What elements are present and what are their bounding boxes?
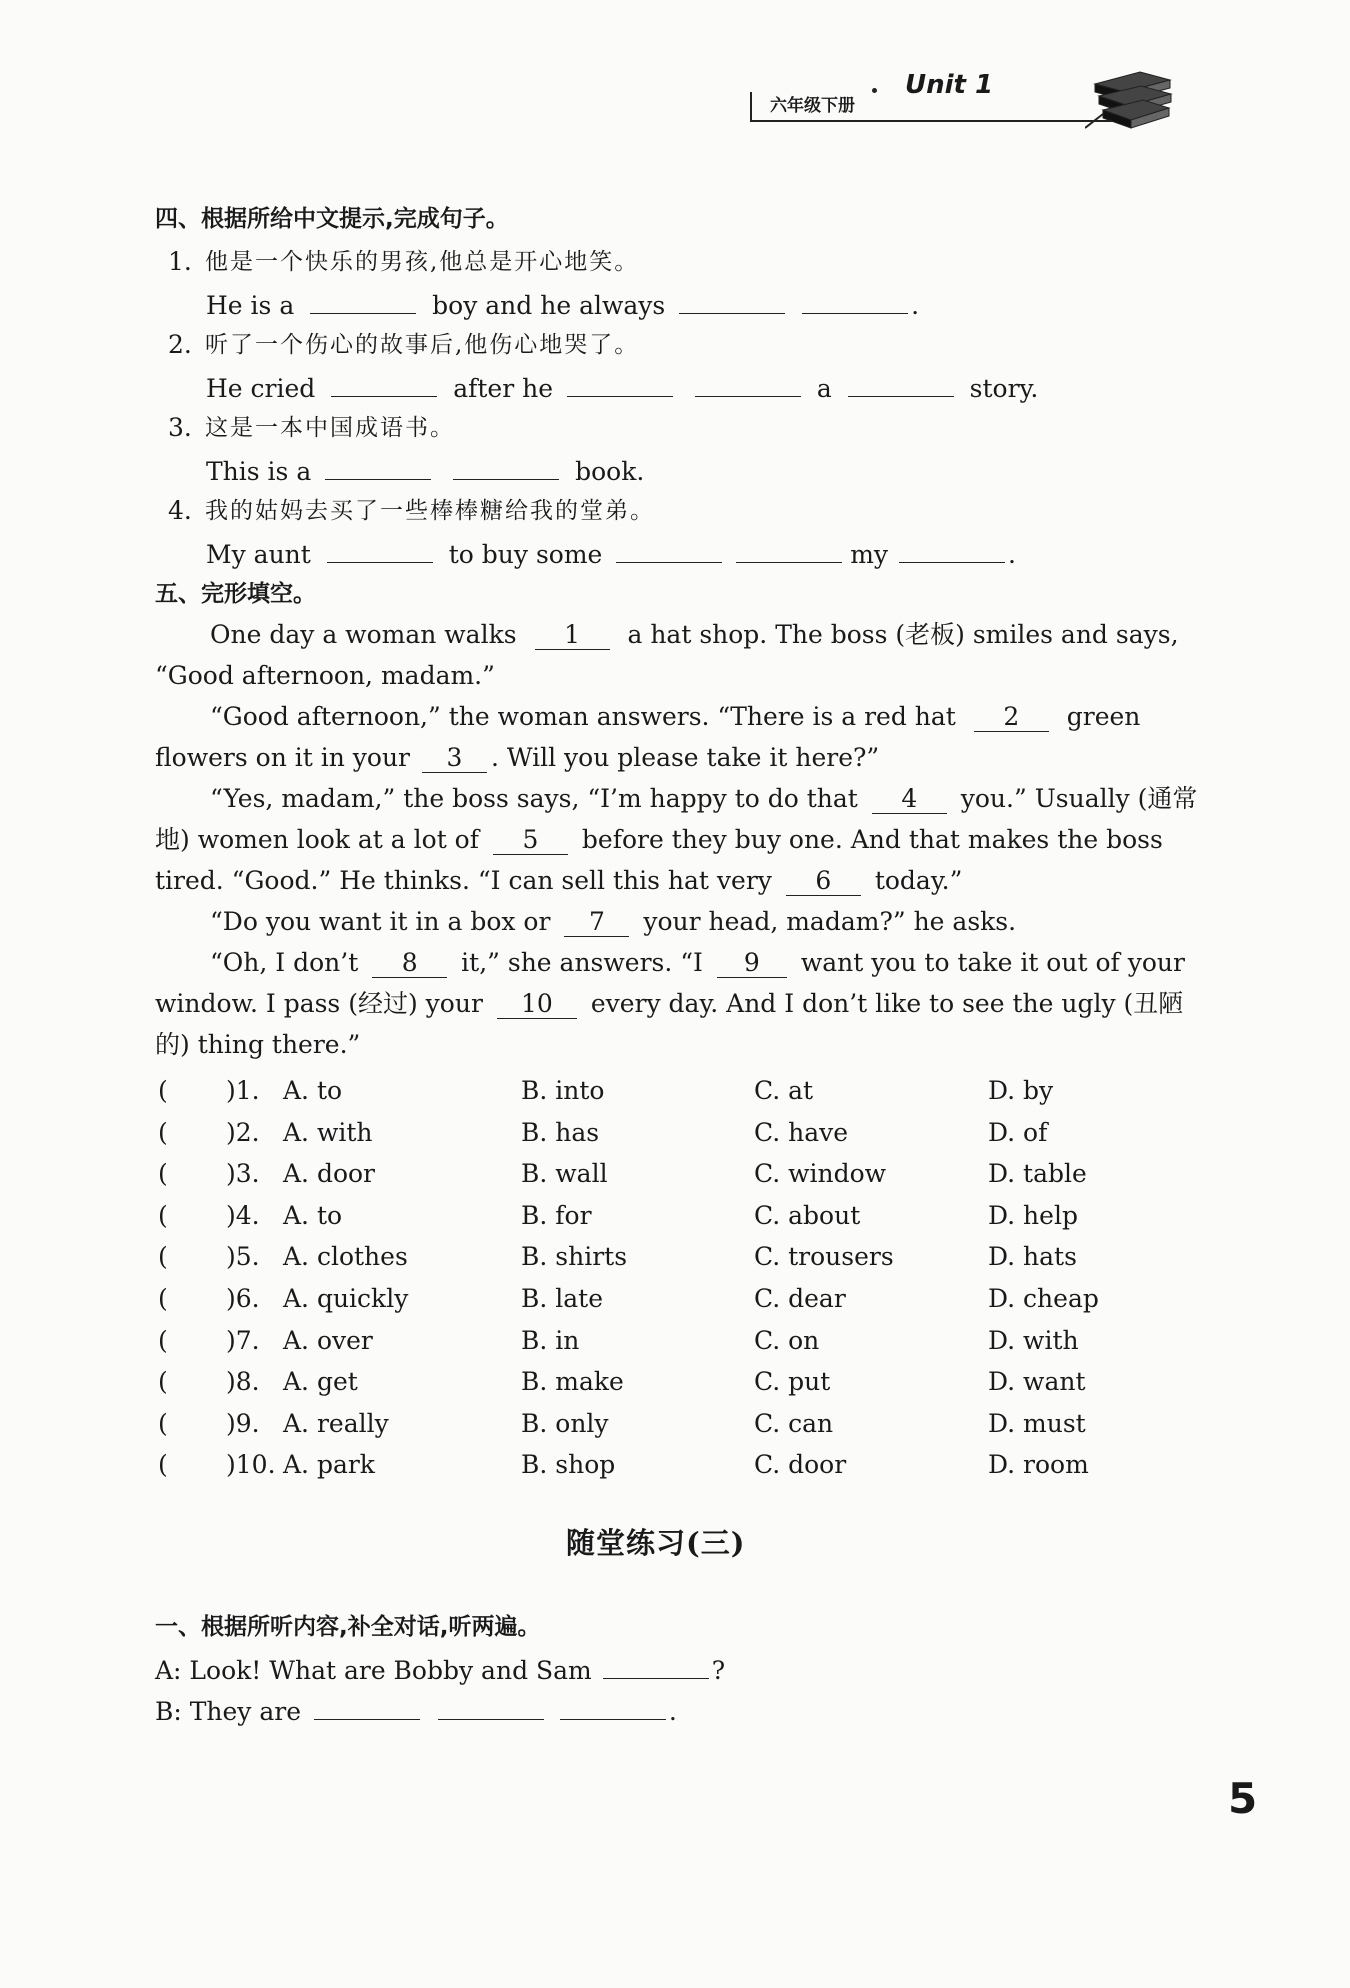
passage-line-3 [210, 701, 1140, 733]
option-choice-b[interactable]: B. for [521, 1200, 592, 1230]
option-number: )9. [226, 1408, 260, 1438]
item2-number: 2. [168, 330, 192, 359]
item3-number: 3. [168, 413, 192, 442]
passage-text: it,” she answers. “I [461, 948, 703, 977]
item4-blank1[interactable] [327, 536, 433, 563]
page-header [750, 66, 1180, 136]
option-choice-b[interactable]: B. wall [521, 1159, 608, 1189]
cloze-blank-8[interactable]: 8 [372, 949, 447, 978]
item4-blank3[interactable] [736, 536, 842, 563]
item4-chinese: 我的姑妈去买了一些棒棒糖给我的堂弟。 [205, 498, 655, 524]
dialogue-text: ? [711, 1656, 726, 1685]
option-choice-d[interactable]: D. table [988, 1159, 1087, 1189]
option-choice-b[interactable]: B. only [521, 1408, 609, 1438]
answer-bracket[interactable]: ( [158, 1200, 168, 1230]
answer-bracket[interactable]: ( [158, 1325, 168, 1355]
cloze-blank-7[interactable]: 7 [564, 908, 629, 937]
item3-part2: book. [575, 457, 645, 486]
option-choice-a[interactable]: A. to [283, 1200, 343, 1230]
dialogue-blank-b3[interactable] [560, 1693, 666, 1720]
option-choice-d[interactable]: D. of [988, 1117, 1048, 1147]
section5-title: 五、完形填空。 [155, 581, 316, 607]
option-choice-c[interactable]: C. put [754, 1367, 831, 1397]
passage-line-8 [210, 906, 1016, 938]
item2-part1: He cried [206, 374, 316, 403]
option-choice-c[interactable]: C. about [754, 1200, 861, 1230]
item3-blank2[interactable] [453, 453, 559, 480]
item1-part3: . [911, 291, 920, 320]
passage-line-5 [210, 783, 1197, 815]
item4-part2: to buy some [448, 540, 603, 569]
item1-chinese: 他是一个快乐的男孩,他总是开心地笑。 [205, 249, 640, 275]
section4-title: 四、根据所给中文提示,完成句子。 [155, 206, 509, 232]
option-number: )2. [226, 1117, 260, 1147]
dialogue-text: A: Look! What are Bobby and Sam [155, 1656, 592, 1685]
option-choice-d[interactable]: D. by [988, 1076, 1054, 1105]
item1-number: 1. [168, 247, 192, 276]
answer-bracket[interactable]: ( [158, 1242, 168, 1272]
answer-bracket[interactable]: ( [158, 1159, 168, 1189]
item3-chinese: 这是一本中国成语书。 [205, 415, 455, 441]
header-dot [872, 88, 877, 93]
passage-line-1 [210, 619, 1179, 651]
option-choice-d[interactable]: D. help [988, 1200, 1078, 1230]
passage-text: before they buy one. And that makes the boss [581, 825, 1163, 854]
option-choice-b[interactable]: B. in [521, 1325, 580, 1355]
item2-part4: story. [969, 374, 1039, 403]
item2-chinese: 听了一个伤心的故事后,他伤心地哭了。 [205, 332, 640, 358]
dialogue-blank-b1[interactable] [314, 1693, 420, 1720]
item4-english [206, 536, 1016, 571]
answer-bracket[interactable]: ( [158, 1117, 168, 1147]
option-number: )6. [226, 1284, 260, 1313]
cloze-blank-6[interactable]: 6 [786, 867, 861, 896]
dialogue-text: . [668, 1697, 677, 1726]
option-number: )4. [226, 1200, 260, 1230]
item3-part1: This is a [206, 457, 312, 486]
option-choice-d[interactable]: D. room [988, 1450, 1089, 1480]
cloze-blank-10[interactable]: 10 [497, 990, 577, 1019]
item1-part1: He is a [206, 291, 295, 320]
item4-number: 4. [168, 496, 192, 525]
passage-line-9 [210, 947, 1185, 979]
item4-part4: . [1008, 540, 1016, 569]
option-choice-b[interactable]: B. into [521, 1076, 605, 1105]
option-choice-d[interactable]: D. want [988, 1367, 1086, 1397]
option-choice-b[interactable]: B. shirts [521, 1242, 628, 1272]
item2-english [206, 370, 1038, 405]
option-choice-a[interactable]: A. really [283, 1408, 389, 1438]
dialogue-line-b [155, 1693, 677, 1728]
option-choice-a[interactable]: A. over [283, 1325, 373, 1355]
item1-blank3[interactable] [802, 287, 908, 314]
option-choice-d[interactable]: D. must [988, 1408, 1086, 1438]
page-number: 5 [1228, 1774, 1258, 1823]
option-number: )8. [226, 1367, 260, 1397]
option-choice-a[interactable]: A. to [283, 1076, 343, 1105]
answer-bracket[interactable]: ( [158, 1367, 168, 1397]
passage-text: One day a woman walks [210, 620, 517, 649]
option-choice-c[interactable]: C. at [754, 1076, 814, 1105]
option-number: )1. [226, 1076, 260, 1105]
practice3-title: 随堂练习(三) [566, 1526, 746, 1560]
unit-label: Unit 1 [905, 70, 994, 100]
option-choice-c[interactable]: C. dear [754, 1284, 846, 1313]
option-choice-a[interactable]: A. with [283, 1117, 373, 1147]
cloze-blank-3[interactable]: 3 [422, 744, 487, 773]
item3-english [206, 453, 644, 488]
passage-line-6 [155, 824, 1163, 856]
option-choice-a[interactable]: A. door [283, 1159, 376, 1189]
item2-part2: after he [453, 374, 553, 403]
item1-english [206, 287, 919, 322]
passage-line-4 [155, 742, 879, 774]
item4-blank4[interactable] [899, 536, 1005, 563]
option-choice-c[interactable]: C. trousers [754, 1242, 894, 1272]
practice3-section1-title: 一、根据所听内容,补全对话,听两遍。 [155, 1614, 541, 1640]
option-choice-d[interactable]: D. hats [988, 1242, 1077, 1272]
option-choice-c[interactable]: C. window [754, 1159, 887, 1189]
passage-text: your head, madam?” he asks. [643, 907, 1017, 936]
passage-text: every day. And I don’t like to see the ugly (丑陋 [590, 989, 1184, 1018]
cloze-blank-5[interactable]: 5 [493, 826, 568, 855]
option-number: )7. [226, 1325, 260, 1355]
cloze-blank-1[interactable]: 1 [535, 621, 610, 650]
option-choice-c[interactable]: C. can [754, 1408, 834, 1438]
option-choice-b[interactable]: B. make [521, 1367, 624, 1397]
passage-text: want you to take it out of your [800, 948, 1185, 977]
passage-text: . Will you please take it here?” [490, 743, 880, 772]
item2-blank2[interactable] [567, 370, 673, 397]
option-number: )5. [226, 1242, 260, 1272]
answer-bracket[interactable]: ( [158, 1408, 168, 1438]
passage-text: “Good afternoon,” the woman answers. “There is a red hat [210, 702, 956, 731]
dialogue-blank-a[interactable] [603, 1652, 709, 1679]
answer-bracket[interactable]: ( [158, 1076, 168, 1105]
passage-text: you.” Usually (通常 [960, 784, 1198, 813]
option-choice-b[interactable]: B. shop [521, 1450, 616, 1480]
passage-text: “Yes, madam,” the boss says, “I’m happy to do that [210, 784, 858, 813]
cloze-blank-2[interactable]: 2 [974, 703, 1049, 732]
passage-text: “Do you want it in a box or [210, 907, 551, 936]
passage-text: “Oh, I don’t [210, 948, 359, 977]
passage-text: 地) women look at a lot of [155, 825, 479, 854]
answer-bracket[interactable]: ( [158, 1450, 168, 1480]
grade-label: 六年级下册 [750, 92, 900, 122]
item3-blank1[interactable] [325, 453, 431, 480]
passage-line-2: “Good afternoon, madam.” [155, 661, 495, 690]
option-choice-a[interactable]: A. clothes [283, 1242, 408, 1272]
passage-text: flowers on it in your [155, 743, 411, 772]
option-choice-c[interactable]: C. door [754, 1450, 847, 1480]
option-choice-b[interactable]: B. late [521, 1284, 604, 1313]
item4-part1: My aunt [206, 540, 311, 569]
item1-blank2[interactable] [679, 287, 785, 314]
passage-text: tired. “Good.” He thinks. “I can sell this hat very [155, 866, 772, 895]
option-number: )10. [226, 1450, 276, 1480]
option-choice-a[interactable]: A. park [283, 1450, 375, 1480]
option-choice-d[interactable]: D. cheap [988, 1284, 1099, 1313]
answer-bracket[interactable]: ( [158, 1284, 168, 1313]
cloze-blank-4[interactable]: 4 [872, 785, 947, 814]
item2-blank1[interactable] [331, 370, 437, 397]
dialogue-blank-b2[interactable] [438, 1693, 544, 1720]
passage-line-10 [155, 988, 1183, 1020]
cloze-blank-9[interactable]: 9 [717, 949, 787, 978]
passage-text: green [1066, 702, 1141, 731]
item2-part3: a [816, 374, 832, 403]
passage-line-7 [155, 865, 962, 897]
item2-blank3[interactable] [695, 370, 801, 397]
option-choice-c[interactable]: C. on [754, 1325, 820, 1355]
item1-part2: boy and he always [432, 291, 666, 320]
item2-blank4[interactable] [848, 370, 954, 397]
passage-text: window. I pass (经过) your [155, 989, 483, 1018]
passage-text: today.” [874, 866, 963, 895]
passage-line-11: 的) thing there.” [155, 1030, 361, 1059]
option-choice-a[interactable]: A. quickly [283, 1284, 409, 1313]
item1-blank1[interactable] [310, 287, 416, 314]
passage-text: a hat shop. The boss (老板) smiles and says, [627, 620, 1179, 649]
option-choice-a[interactable]: A. get [283, 1367, 358, 1397]
option-choice-c[interactable]: C. have [754, 1117, 849, 1147]
dialogue-text: B: They are [155, 1697, 302, 1726]
dialogue-line-a [155, 1652, 725, 1687]
books-icon [1085, 66, 1175, 136]
option-number: )3. [226, 1159, 260, 1189]
option-choice-b[interactable]: B. has [521, 1117, 600, 1147]
item4-blank2[interactable] [616, 536, 722, 563]
option-choice-d[interactable]: D. with [988, 1325, 1079, 1355]
item4-part3: my [850, 540, 889, 569]
